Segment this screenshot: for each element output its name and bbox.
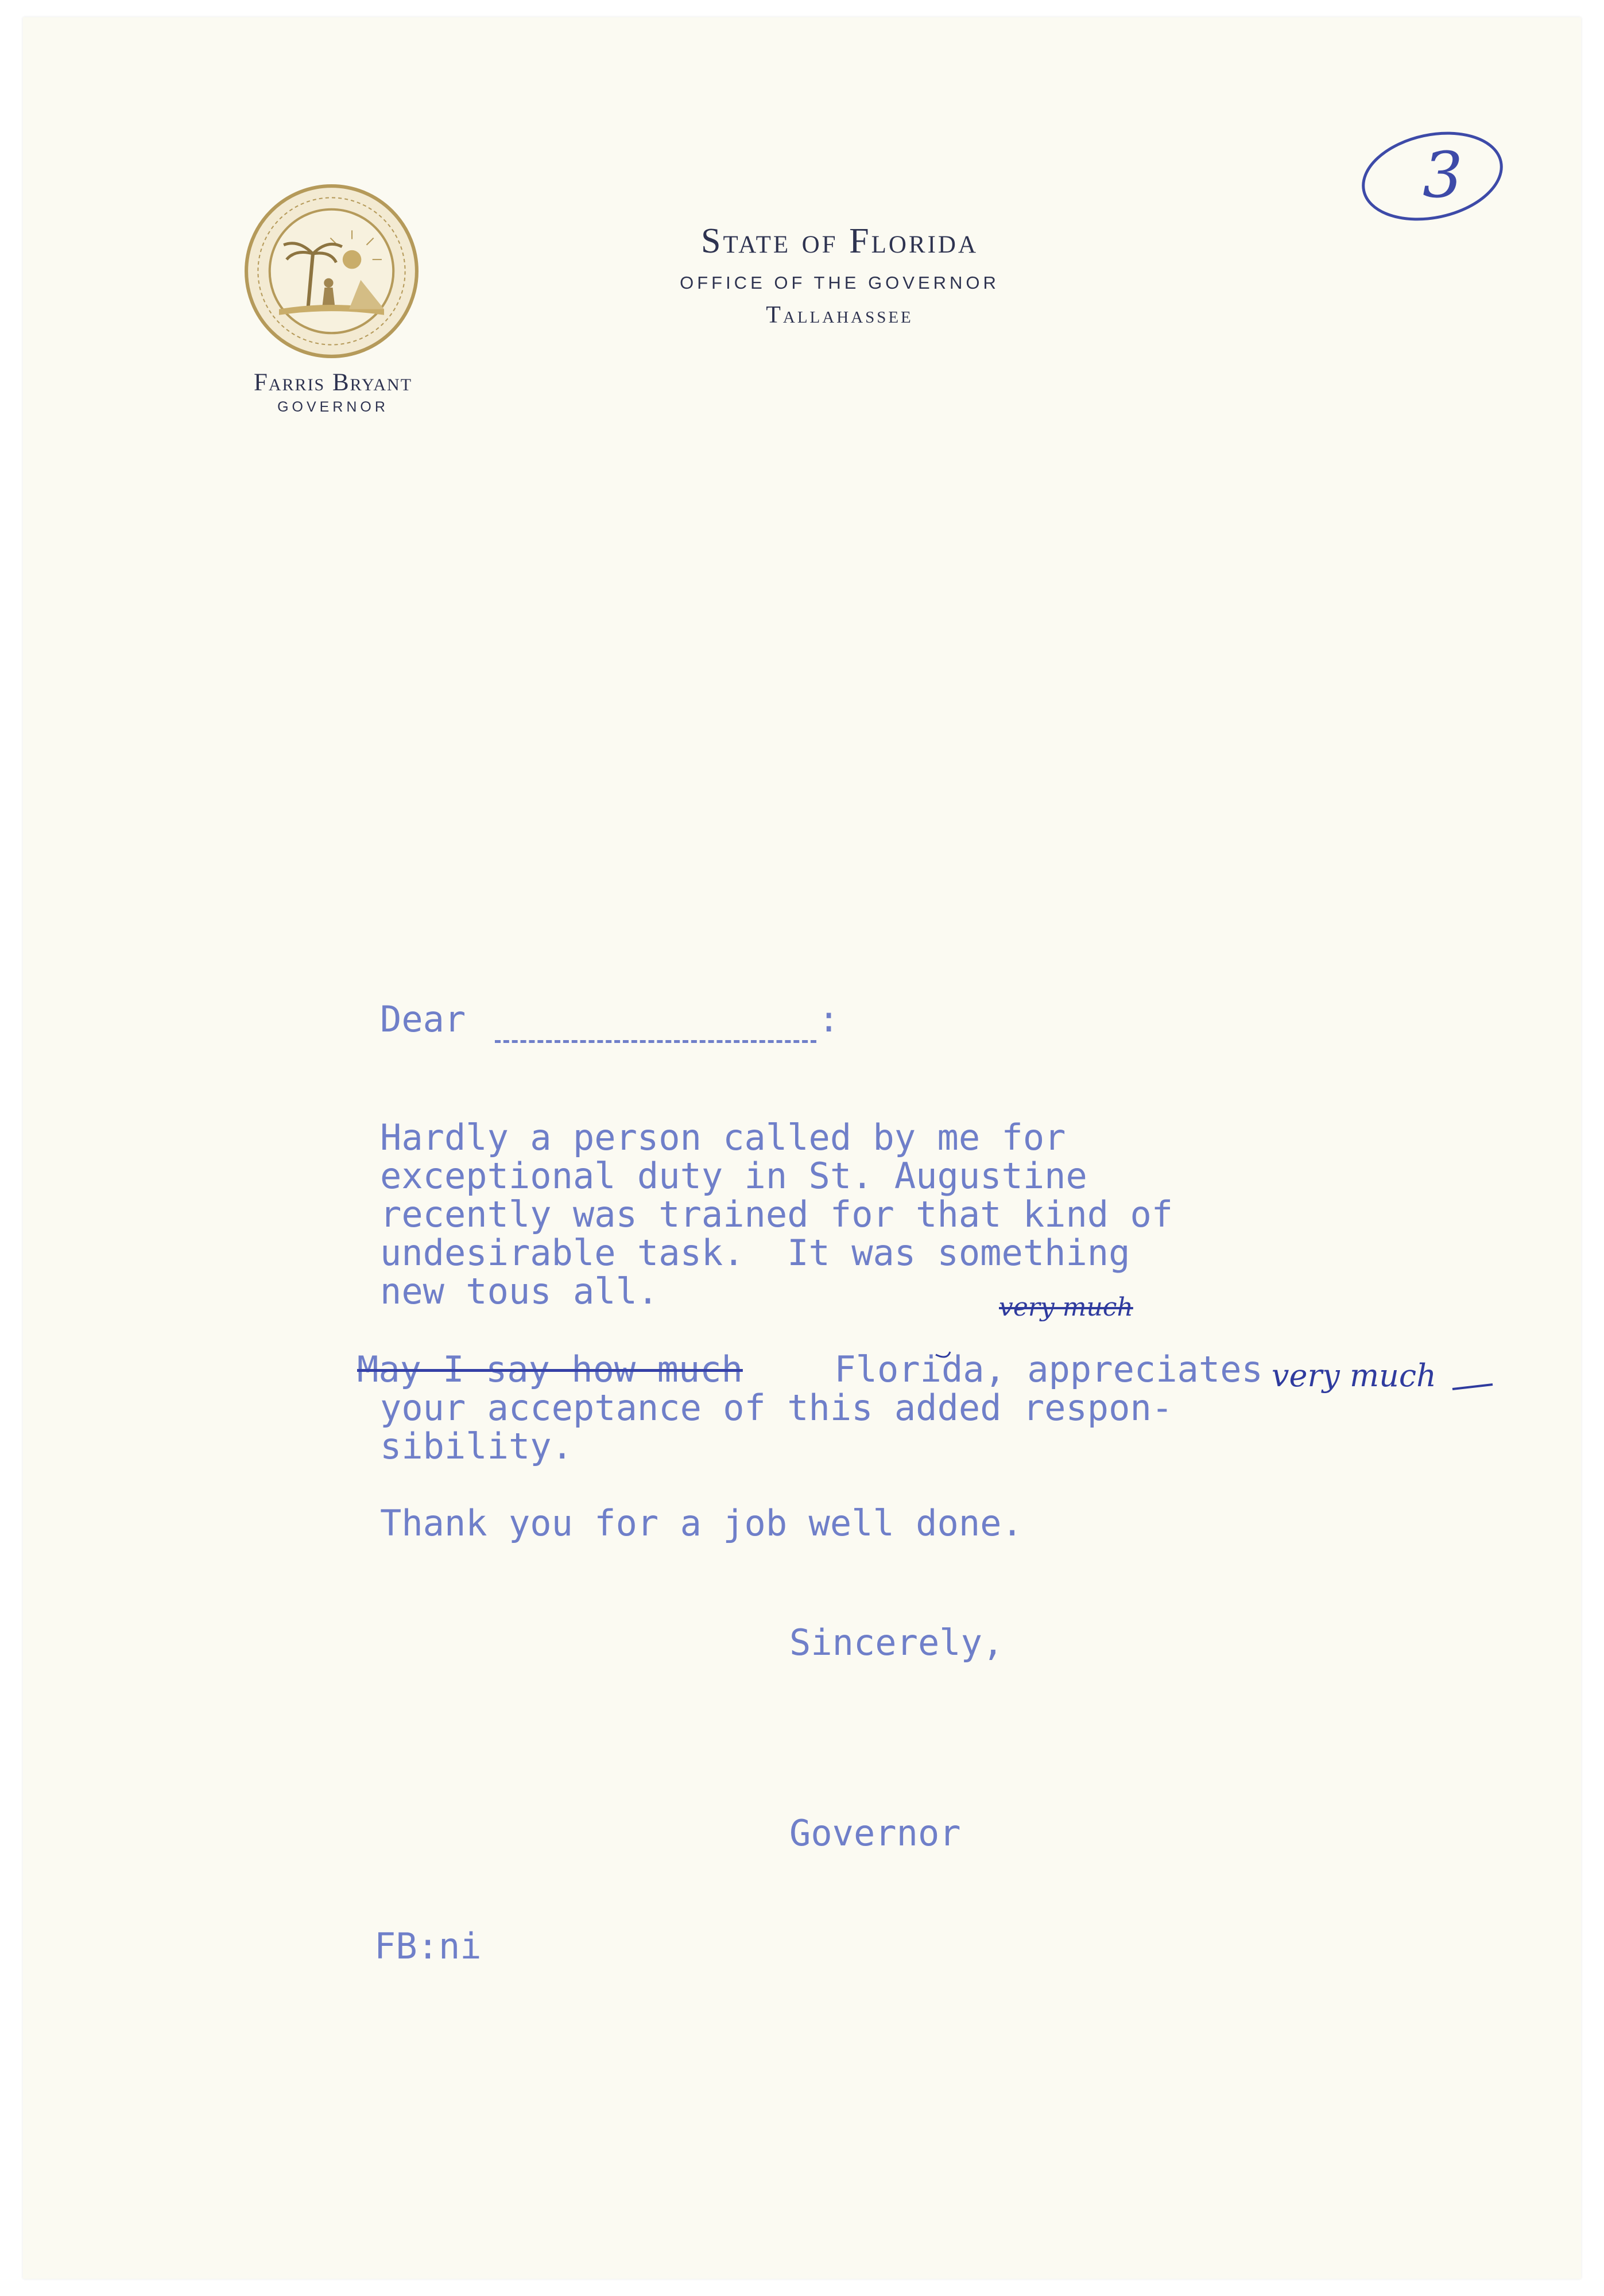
salutation: Dear	[380, 998, 466, 1040]
handwritten-struck-insertion: very much	[999, 1293, 1133, 1322]
paragraph-2-line-1: Florida, appreciates	[813, 1348, 1263, 1390]
office-line: OFFICE OF THE GOVERNOR	[680, 273, 999, 293]
state-title: State of Florida	[701, 222, 978, 261]
handwritten-underline-icon	[919, 1297, 1550, 1446]
salutation-colon: :	[818, 998, 840, 1040]
page-number-text: 3	[1423, 138, 1463, 212]
paragraph-2-struck-text: May I say how much	[357, 1348, 743, 1390]
paragraph-3: Thank you for a job well done.	[380, 1502, 1023, 1544]
governor-title: GOVERNOR	[277, 399, 389, 415]
closing: Sincerely,	[789, 1622, 1004, 1663]
paragraph-1: Hardly a person called by me for exceptional duty in St. Augustine recently was trained for that kind of undesirable task. It was something new tous all.	[380, 1116, 1173, 1312]
circled-page-number-icon	[1355, 123, 1510, 232]
florida-seal-icon	[244, 184, 419, 359]
paragraph-2-continuation: your acceptance of this added respon- sibility.	[380, 1387, 1173, 1467]
letter-sheet	[23, 17, 1581, 2279]
city-line: Tallahassee	[766, 302, 913, 328]
handwritten-margin-note: very much	[1272, 1358, 1436, 1394]
governor-name: Farris Bryant	[253, 369, 413, 396]
addressee-blank-line	[495, 1040, 816, 1043]
typist-initials: FB:ni	[374, 1925, 482, 1967]
signature-title: Governor	[789, 1812, 961, 1854]
